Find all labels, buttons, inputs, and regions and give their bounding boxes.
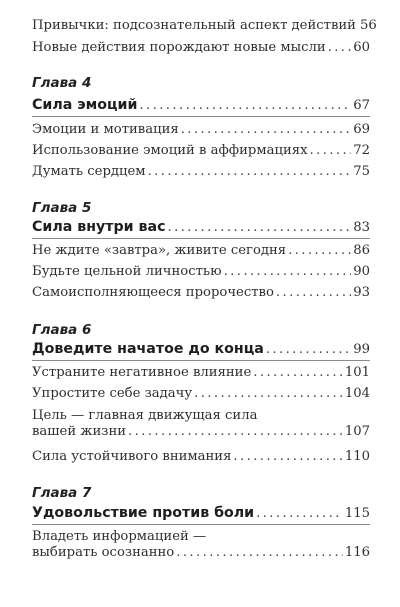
toc-entry — [32, 285, 370, 301]
dot-leader — [224, 264, 352, 280]
chapter-label: Глава 7 — [32, 485, 92, 501]
chapter-title-row — [32, 505, 370, 522]
chapter-divider — [32, 238, 370, 239]
entry-page-number: 75 — [353, 164, 370, 179]
chapter-page-number: 67 — [353, 98, 370, 113]
entry-title-line1: Цель — главная движущая сила — [32, 408, 258, 423]
entry-title-line2: вашей жизни — [32, 424, 127, 439]
entry-page-number: 101 — [344, 365, 370, 380]
entry-title: Новые действия порождают новые мысли — [32, 40, 326, 55]
chapter-divider — [32, 360, 370, 361]
entry-page-number: 56 — [359, 18, 377, 33]
entry-title-line2: выбирать осознанно — [32, 545, 175, 560]
entry-title: Не ждите «завтра», живите сегодня — [32, 243, 287, 258]
entry-title: Эмоции и мотивация — [32, 122, 179, 137]
entry-title: Использование эмоций в аффирмациях — [32, 143, 308, 158]
toc-entry — [32, 365, 370, 381]
entry-page-number: 116 — [344, 545, 370, 560]
entry-page-number: 93 — [353, 285, 370, 300]
entry-page-number: 72 — [353, 143, 370, 158]
toc-entry — [32, 40, 370, 56]
toc-entry — [32, 18, 377, 34]
toc-entry — [32, 243, 370, 259]
chapter-label: Глава 4 — [32, 75, 92, 91]
entry-title: Самоисполняющееся пророчество — [32, 285, 274, 300]
chapter-title: Удовольствие против боли — [32, 505, 255, 521]
entry-title: Устраните негативное влияние — [32, 365, 252, 380]
dot-leader — [288, 243, 351, 259]
dot-leader — [256, 506, 343, 522]
entry-page-number: 60 — [353, 40, 370, 55]
toc-entry — [32, 143, 370, 159]
dot-leader — [310, 143, 352, 159]
entry-page-number: 90 — [353, 264, 370, 279]
dot-leader — [328, 40, 352, 56]
chapter-title-row — [32, 341, 370, 358]
chapter-label: Глава 5 — [32, 200, 92, 216]
chapter-title-row — [32, 219, 370, 236]
toc-entry — [32, 386, 370, 402]
dot-leader — [181, 122, 352, 138]
toc-entry — [32, 408, 370, 440]
dot-leader — [233, 449, 342, 465]
entry-title: Упростите себе задачу — [32, 386, 193, 401]
entry-title: Сила устойчивого внимания — [32, 449, 232, 464]
chapter-title-row — [32, 97, 370, 114]
dot-leader — [253, 365, 343, 381]
entry-page-number: 104 — [344, 386, 370, 401]
entry-title-line1: Владеть информацией — — [32, 529, 207, 544]
dot-leader — [194, 386, 343, 402]
toc-entry — [32, 264, 370, 280]
dot-leader — [148, 164, 352, 180]
chapter-divider — [32, 524, 370, 525]
entry-title: Думать сердцем — [32, 164, 146, 179]
dot-leader — [168, 220, 352, 236]
toc-entry — [32, 122, 370, 138]
entry-title: Будьте цельной личностью — [32, 264, 222, 279]
chapter-page-number: 115 — [344, 506, 370, 521]
dot-leader — [176, 545, 343, 561]
chapter-page-number: 83 — [353, 220, 370, 235]
entry-page-number: 107 — [344, 424, 370, 439]
dot-leader — [276, 285, 351, 301]
chapter-title: Доведите начатое до конца — [32, 341, 264, 357]
chapter-label: Глава 6 — [32, 322, 92, 338]
entry-title: Привычки: подсознательный аспект действий — [32, 18, 356, 33]
toc-entry — [32, 164, 370, 180]
toc-entry — [32, 529, 370, 561]
entry-page-number: 110 — [344, 449, 370, 464]
chapter-divider — [32, 116, 370, 117]
dot-leader — [266, 342, 351, 358]
chapter-title: Сила эмоций — [32, 97, 138, 113]
entry-page-number: 69 — [353, 122, 370, 137]
dot-leader — [128, 424, 343, 440]
dot-leader — [139, 98, 351, 114]
table-of-contents — [32, 0, 377, 607]
entry-page-number: 86 — [353, 243, 370, 258]
toc-entry — [32, 449, 370, 465]
chapter-title: Сила внутри вас — [32, 219, 166, 235]
chapter-page-number: 99 — [353, 342, 370, 357]
